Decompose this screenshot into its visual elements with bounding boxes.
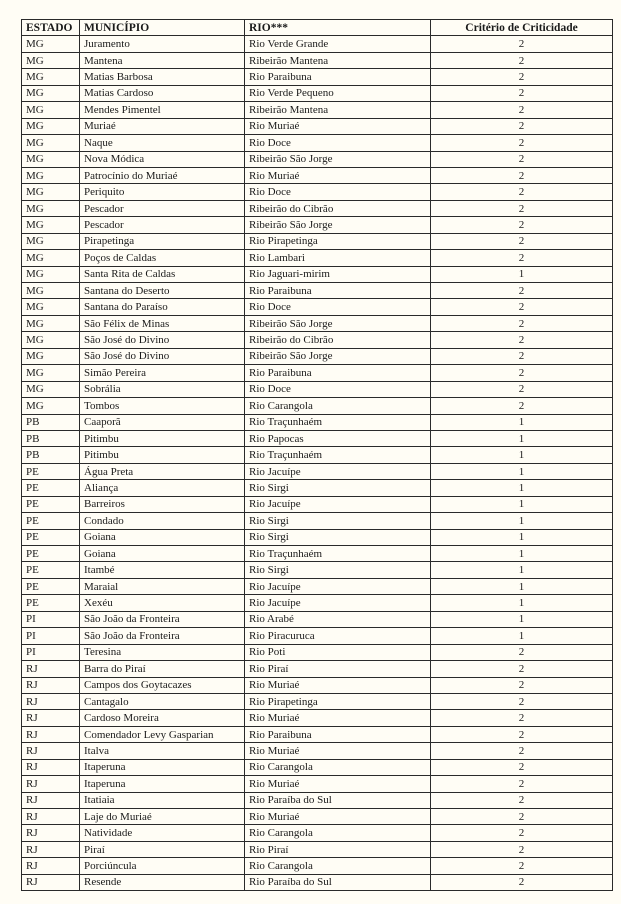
cell-criterio: 2 xyxy=(431,102,613,118)
cell-rio: Rio Muriaé xyxy=(245,743,431,759)
cell-estado: RJ xyxy=(22,743,80,759)
cell-rio: Rio Verde Pequeno xyxy=(245,85,431,101)
cell-municipio: Muriaé xyxy=(80,118,245,134)
cell-estado: MG xyxy=(22,36,80,52)
cell-estado: MG xyxy=(22,118,80,134)
table-row xyxy=(22,217,613,233)
cell-municipio: Patrocínio do Muriaé xyxy=(80,167,245,183)
cell-estado: PE xyxy=(22,595,80,611)
cell-rio: Rio Jacuípe xyxy=(245,595,431,611)
cell-criterio: 2 xyxy=(431,250,613,266)
cell-criterio: 1 xyxy=(431,463,613,479)
cell-criterio: 2 xyxy=(431,644,613,660)
cell-rio: Rio Arabé xyxy=(245,611,431,627)
cell-municipio: Comendador Levy Gasparian xyxy=(80,726,245,742)
cell-estado: PB xyxy=(22,447,80,463)
cell-criterio: 2 xyxy=(431,332,613,348)
table-row xyxy=(22,447,613,463)
table-body xyxy=(22,36,613,891)
cell-municipio: Cardoso Moreira xyxy=(80,710,245,726)
cell-criterio: 1 xyxy=(431,513,613,529)
cell-criterio: 1 xyxy=(431,430,613,446)
cell-estado: RJ xyxy=(22,677,80,693)
table-row xyxy=(22,52,613,68)
cell-rio: Rio Piracuruca xyxy=(245,628,431,644)
table-row xyxy=(22,365,613,381)
cell-rio: Ribeirão Mantena xyxy=(245,102,431,118)
table-row xyxy=(22,743,613,759)
cell-municipio: Cantagalo xyxy=(80,693,245,709)
cell-criterio: 1 xyxy=(431,628,613,644)
cell-municipio: Barra do Piraí xyxy=(80,661,245,677)
cell-municipio: Mendes Pimentel xyxy=(80,102,245,118)
table-row xyxy=(22,463,613,479)
cell-municipio: Simão Pereira xyxy=(80,365,245,381)
table-row xyxy=(22,611,613,627)
cell-criterio: 2 xyxy=(431,118,613,134)
table-row xyxy=(22,874,613,890)
cell-rio: Rio Carangola xyxy=(245,825,431,841)
cell-rio: Rio Carangola xyxy=(245,759,431,775)
cell-municipio: São José do Divino xyxy=(80,348,245,364)
cell-municipio: São João da Fronteira xyxy=(80,628,245,644)
cell-municipio: São Félix de Minas xyxy=(80,315,245,331)
cell-rio: Rio Sirgi xyxy=(245,480,431,496)
header-municipio: MUNICÍPIO xyxy=(80,20,245,36)
cell-estado: RJ xyxy=(22,759,80,775)
cell-municipio: Itaperuna xyxy=(80,776,245,792)
cell-municipio: Pitimbu xyxy=(80,430,245,446)
cell-criterio: 2 xyxy=(431,135,613,151)
cell-estado: MG xyxy=(22,217,80,233)
cell-estado: MG xyxy=(22,85,80,101)
cell-criterio: 2 xyxy=(431,759,613,775)
cell-estado: PI xyxy=(22,644,80,660)
cell-criterio: 2 xyxy=(431,200,613,216)
cell-rio: Rio Piraí xyxy=(245,661,431,677)
table-row xyxy=(22,792,613,808)
cell-rio: Rio Doce xyxy=(245,135,431,151)
cell-municipio: Campos dos Goytacazes xyxy=(80,677,245,693)
cell-rio: Rio Muriaé xyxy=(245,776,431,792)
cell-rio: Rio Muriaé xyxy=(245,809,431,825)
cell-criterio: 2 xyxy=(431,365,613,381)
cell-rio: Rio Muriaé xyxy=(245,118,431,134)
cell-municipio: Santa Rita de Caldas xyxy=(80,266,245,282)
cell-estado: RJ xyxy=(22,841,80,857)
cell-rio: Ribeirão São Jorge xyxy=(245,348,431,364)
cell-estado: MG xyxy=(22,200,80,216)
cell-criterio: 2 xyxy=(431,398,613,414)
cell-rio: Rio Verde Grande xyxy=(245,36,431,52)
table-row xyxy=(22,825,613,841)
cell-municipio: Matias Barbosa xyxy=(80,69,245,85)
table-row xyxy=(22,398,613,414)
cell-estado: MG xyxy=(22,69,80,85)
table-row xyxy=(22,562,613,578)
cell-criterio: 1 xyxy=(431,578,613,594)
cell-estado: MG xyxy=(22,233,80,249)
cell-rio: Rio Muriaé xyxy=(245,677,431,693)
cell-criterio: 2 xyxy=(431,841,613,857)
table-row xyxy=(22,233,613,249)
table-row xyxy=(22,430,613,446)
cell-criterio: 2 xyxy=(431,184,613,200)
cell-municipio: Xexéu xyxy=(80,595,245,611)
cell-rio: Rio Traçunhaém xyxy=(245,447,431,463)
table-row xyxy=(22,69,613,85)
criticality-table xyxy=(21,19,613,891)
cell-municipio: Santana do Paraíso xyxy=(80,299,245,315)
cell-rio: Rio Jaguari-mirim xyxy=(245,266,431,282)
cell-municipio: Teresina xyxy=(80,644,245,660)
cell-municipio: São José do Divino xyxy=(80,332,245,348)
cell-criterio: 2 xyxy=(431,315,613,331)
cell-municipio: Porciúncula xyxy=(80,858,245,874)
cell-municipio: Resende xyxy=(80,874,245,890)
table-row xyxy=(22,677,613,693)
cell-criterio: 2 xyxy=(431,710,613,726)
cell-municipio: Pescador xyxy=(80,217,245,233)
cell-rio: Rio Traçunhaém xyxy=(245,414,431,430)
table-row xyxy=(22,595,613,611)
cell-criterio: 2 xyxy=(431,776,613,792)
header-criterio: Critério de Criticidade xyxy=(431,20,613,36)
cell-rio: Rio Sirgi xyxy=(245,529,431,545)
cell-criterio: 2 xyxy=(431,283,613,299)
cell-rio: Rio Pirapetinga xyxy=(245,233,431,249)
table-row xyxy=(22,118,613,134)
table-row xyxy=(22,102,613,118)
table-row xyxy=(22,809,613,825)
table-row xyxy=(22,299,613,315)
table-row xyxy=(22,200,613,216)
cell-criterio: 2 xyxy=(431,151,613,167)
cell-estado: PB xyxy=(22,414,80,430)
cell-rio: Rio Paraíba do Sul xyxy=(245,792,431,808)
cell-criterio: 2 xyxy=(431,743,613,759)
cell-rio: Rio Doce xyxy=(245,381,431,397)
table-row xyxy=(22,348,613,364)
table-row xyxy=(22,167,613,183)
cell-municipio: Pescador xyxy=(80,200,245,216)
cell-rio: Rio Paraibuna xyxy=(245,69,431,85)
cell-estado: MG xyxy=(22,283,80,299)
cell-estado: MG xyxy=(22,398,80,414)
cell-municipio: Poços de Caldas xyxy=(80,250,245,266)
cell-criterio: 1 xyxy=(431,529,613,545)
cell-estado: PI xyxy=(22,611,80,627)
cell-municipio: Maraial xyxy=(80,578,245,594)
table-row xyxy=(22,661,613,677)
cell-rio: Rio Pirapetinga xyxy=(245,693,431,709)
cell-criterio: 2 xyxy=(431,661,613,677)
cell-rio: Rio Doce xyxy=(245,184,431,200)
table-row xyxy=(22,266,613,282)
cell-criterio: 1 xyxy=(431,266,613,282)
cell-criterio: 1 xyxy=(431,414,613,430)
cell-criterio: 2 xyxy=(431,167,613,183)
cell-rio: Rio Doce xyxy=(245,299,431,315)
cell-criterio: 1 xyxy=(431,496,613,512)
cell-municipio: Tombos xyxy=(80,398,245,414)
cell-criterio: 2 xyxy=(431,233,613,249)
cell-estado: MG xyxy=(22,151,80,167)
cell-rio: Rio Carangola xyxy=(245,858,431,874)
table-row xyxy=(22,529,613,545)
table-row xyxy=(22,546,613,562)
cell-municipio: Condado xyxy=(80,513,245,529)
cell-criterio: 2 xyxy=(431,825,613,841)
cell-rio: Ribeirão São Jorge xyxy=(245,217,431,233)
cell-estado: MG xyxy=(22,266,80,282)
cell-municipio: Matias Cardoso xyxy=(80,85,245,101)
cell-rio: Ribeirão Mantena xyxy=(245,52,431,68)
cell-municipio: Itaperuna xyxy=(80,759,245,775)
cell-rio: Rio Paraibuna xyxy=(245,283,431,299)
cell-criterio: 1 xyxy=(431,480,613,496)
cell-rio: Rio Muriaé xyxy=(245,167,431,183)
table-row xyxy=(22,513,613,529)
cell-rio: Rio Traçunhaém xyxy=(245,546,431,562)
header-estado: ESTADO xyxy=(22,20,80,36)
cell-criterio: 2 xyxy=(431,217,613,233)
cell-estado: PE xyxy=(22,480,80,496)
cell-rio: Rio Carangola xyxy=(245,398,431,414)
cell-criterio: 2 xyxy=(431,85,613,101)
cell-criterio: 2 xyxy=(431,299,613,315)
cell-estado: MG xyxy=(22,381,80,397)
cell-estado: RJ xyxy=(22,661,80,677)
cell-municipio: Goiana xyxy=(80,529,245,545)
cell-criterio: 2 xyxy=(431,809,613,825)
cell-rio: Rio Paraíba do Sul xyxy=(245,874,431,890)
cell-municipio: Laje do Muriaé xyxy=(80,809,245,825)
cell-estado: PB xyxy=(22,430,80,446)
cell-estado: MG xyxy=(22,167,80,183)
cell-rio: Ribeirão São Jorge xyxy=(245,315,431,331)
cell-estado: PE xyxy=(22,496,80,512)
cell-criterio: 2 xyxy=(431,52,613,68)
cell-estado: PE xyxy=(22,578,80,594)
table-row xyxy=(22,693,613,709)
cell-rio: Rio Piraí xyxy=(245,841,431,857)
header-rio: RIO*** xyxy=(245,20,431,36)
table-row xyxy=(22,283,613,299)
cell-estado: RJ xyxy=(22,874,80,890)
cell-municipio: Caaporã xyxy=(80,414,245,430)
cell-rio: Rio Sirgi xyxy=(245,562,431,578)
cell-estado: MG xyxy=(22,102,80,118)
cell-municipio: Água Preta xyxy=(80,463,245,479)
cell-criterio: 1 xyxy=(431,562,613,578)
table-row xyxy=(22,36,613,52)
cell-estado: RJ xyxy=(22,726,80,742)
cell-criterio: 2 xyxy=(431,858,613,874)
cell-rio: Ribeirão do Cibrão xyxy=(245,200,431,216)
cell-estado: MG xyxy=(22,184,80,200)
cell-estado: PE xyxy=(22,529,80,545)
cell-municipio: Santana do Deserto xyxy=(80,283,245,299)
cell-estado: MG xyxy=(22,348,80,364)
cell-rio: Rio Poti xyxy=(245,644,431,660)
table-row xyxy=(22,644,613,660)
cell-estado: RJ xyxy=(22,693,80,709)
cell-rio: Rio Paraibuna xyxy=(245,365,431,381)
cell-municipio: Nova Módica xyxy=(80,151,245,167)
table-row xyxy=(22,496,613,512)
cell-municipio: Italva xyxy=(80,743,245,759)
cell-estado: PI xyxy=(22,628,80,644)
table-row xyxy=(22,135,613,151)
table-row xyxy=(22,759,613,775)
cell-municipio: Sobrália xyxy=(80,381,245,397)
table-row xyxy=(22,85,613,101)
cell-rio: Rio Muriaé xyxy=(245,710,431,726)
cell-municipio: Pitimbu xyxy=(80,447,245,463)
table-row xyxy=(22,776,613,792)
cell-rio: Rio Jacuípe xyxy=(245,463,431,479)
cell-criterio: 2 xyxy=(431,792,613,808)
cell-criterio: 1 xyxy=(431,595,613,611)
cell-estado: MG xyxy=(22,315,80,331)
cell-criterio: 1 xyxy=(431,447,613,463)
cell-criterio: 1 xyxy=(431,611,613,627)
table-row xyxy=(22,184,613,200)
table-header-row xyxy=(22,20,613,36)
cell-criterio: 1 xyxy=(431,546,613,562)
cell-municipio: Itatiaia xyxy=(80,792,245,808)
cell-estado: RJ xyxy=(22,792,80,808)
cell-estado: RJ xyxy=(22,809,80,825)
cell-estado: MG xyxy=(22,135,80,151)
cell-municipio: Naque xyxy=(80,135,245,151)
cell-criterio: 2 xyxy=(431,677,613,693)
cell-municipio: Pirapetinga xyxy=(80,233,245,249)
cell-rio: Ribeirão do Cibrão xyxy=(245,332,431,348)
cell-municipio: Barreiros xyxy=(80,496,245,512)
table-row xyxy=(22,578,613,594)
cell-criterio: 2 xyxy=(431,69,613,85)
cell-municipio: Piraí xyxy=(80,841,245,857)
cell-estado: PE xyxy=(22,562,80,578)
cell-criterio: 2 xyxy=(431,36,613,52)
table-row xyxy=(22,414,613,430)
cell-rio: Rio Paraibuna xyxy=(245,726,431,742)
cell-municipio: Juramento xyxy=(80,36,245,52)
cell-municipio: Goiana xyxy=(80,546,245,562)
cell-criterio: 2 xyxy=(431,381,613,397)
cell-estado: PE xyxy=(22,513,80,529)
cell-estado: RJ xyxy=(22,710,80,726)
cell-municipio: Periquito xyxy=(80,184,245,200)
cell-rio: Ribeirão São Jorge xyxy=(245,151,431,167)
cell-rio: Rio Jacuípe xyxy=(245,578,431,594)
table-row xyxy=(22,315,613,331)
cell-estado: PE xyxy=(22,463,80,479)
table-row xyxy=(22,858,613,874)
cell-estado: MG xyxy=(22,299,80,315)
cell-criterio: 2 xyxy=(431,348,613,364)
cell-rio: Rio Papocas xyxy=(245,430,431,446)
cell-municipio: São João da Fronteira xyxy=(80,611,245,627)
cell-municipio: Mantena xyxy=(80,52,245,68)
cell-estado: MG xyxy=(22,332,80,348)
table-row xyxy=(22,332,613,348)
table-row xyxy=(22,480,613,496)
cell-municipio: Aliança xyxy=(80,480,245,496)
cell-estado: MG xyxy=(22,250,80,266)
cell-criterio: 2 xyxy=(431,874,613,890)
cell-rio: Rio Jacuípe xyxy=(245,496,431,512)
cell-estado: RJ xyxy=(22,858,80,874)
cell-criterio: 2 xyxy=(431,693,613,709)
table-row xyxy=(22,250,613,266)
cell-municipio: Natividade xyxy=(80,825,245,841)
table-row xyxy=(22,381,613,397)
cell-estado: RJ xyxy=(22,776,80,792)
table-row xyxy=(22,726,613,742)
cell-criterio: 2 xyxy=(431,726,613,742)
cell-municipio: Itambé xyxy=(80,562,245,578)
cell-estado: MG xyxy=(22,52,80,68)
cell-rio: Rio Lambari xyxy=(245,250,431,266)
cell-rio: Rio Sirgi xyxy=(245,513,431,529)
table-row xyxy=(22,151,613,167)
cell-estado: RJ xyxy=(22,825,80,841)
table-row xyxy=(22,841,613,857)
table-row xyxy=(22,710,613,726)
table-row xyxy=(22,628,613,644)
cell-estado: MG xyxy=(22,365,80,381)
cell-estado: PE xyxy=(22,546,80,562)
